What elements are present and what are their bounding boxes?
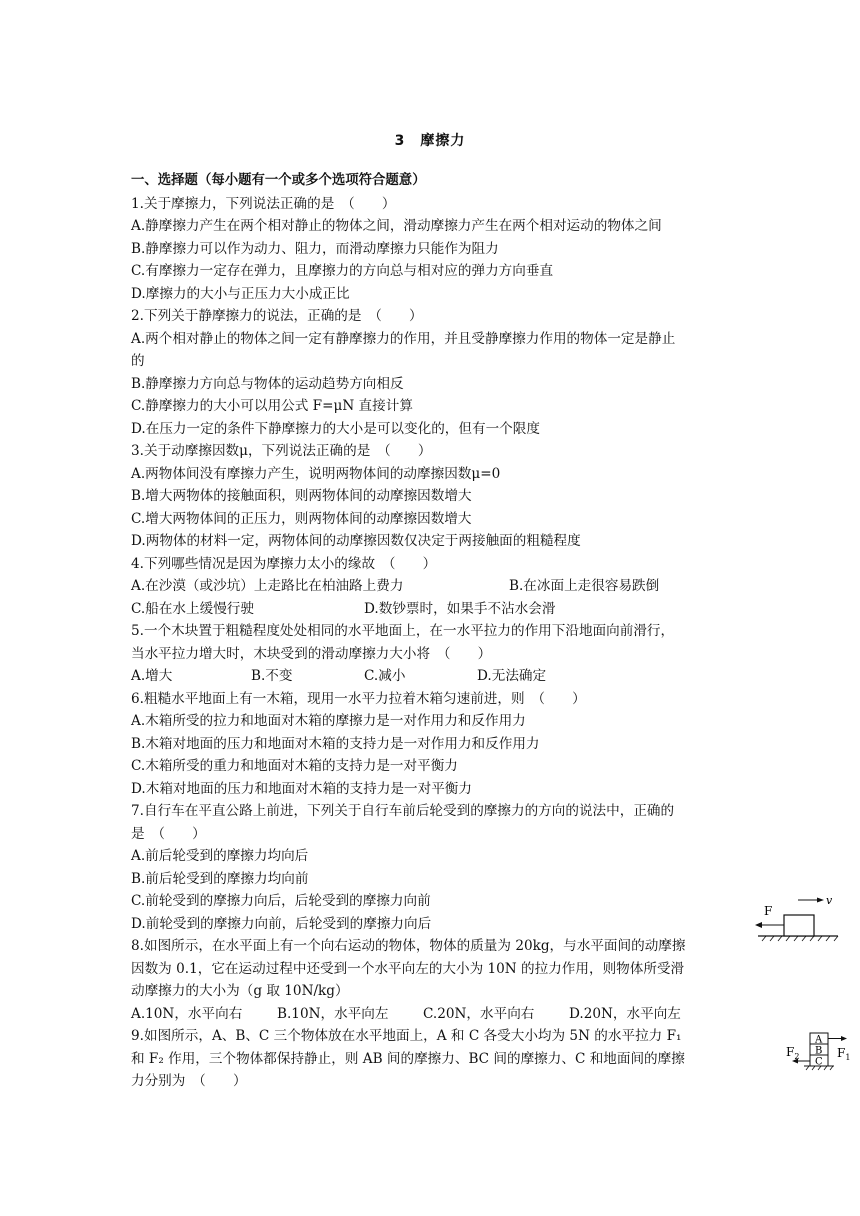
velocity-arrowhead xyxy=(817,898,824,903)
block xyxy=(784,915,814,936)
text-line: 8.如图所示，在水平面上有一个向右运动的物体，物体的质量为 20kg，与水平面间的动摩擦 xyxy=(131,938,686,954)
text-line: B.静摩擦力方向总与物体的运动趋势方向相反 xyxy=(131,375,404,392)
question-list xyxy=(131,170,741,1093)
q8-options-row xyxy=(131,1003,741,1026)
q4-option-a: A.在沙漠（或沙坑）上走路比在柏油路上费力 xyxy=(131,578,404,594)
text-line: A.前后轮受到的摩擦力均向后 xyxy=(131,848,309,864)
page-title: 3 摩擦力 xyxy=(394,133,466,149)
text-line: 当水平拉力增大时，木块受到的滑动摩擦力大小将 （ ） xyxy=(131,645,492,662)
text-line: A.两物体间没有摩擦力产生，说明两物体间的动摩擦因数μ=0 xyxy=(131,465,501,482)
force-f2-subscript: 2 xyxy=(794,1052,800,1061)
ground-hatching xyxy=(762,936,838,941)
text-line: 和 F₂ 作用，三个物体都保持静止，则 AB 间的摩擦力、BC 间的摩擦力、C 和地面间的摩擦 xyxy=(131,1050,685,1067)
block-b-label: B xyxy=(815,1045,823,1057)
text-line: 因数为 0.1，它在运动过程中还受到一个水平向左的大小为 10N 的拉力作用，则物体所受滑 xyxy=(131,960,685,977)
text-line: 是 （ ） xyxy=(131,825,206,842)
text-line: 4.下列哪些情况是因为摩擦力太小的缘故 （ ） xyxy=(131,555,437,572)
block-c-label: C xyxy=(815,1056,823,1068)
text-line: D.前轮受到的摩擦力向前，后轮受到的摩擦力向后 xyxy=(131,915,432,932)
text-line: A.两个相对静止的物体之间一定有静摩擦力的作用，并且受静摩擦力作用的物体一定是静止 xyxy=(131,330,676,347)
force-f2-label xyxy=(786,1045,799,1061)
q5-option-a: A.增大 xyxy=(131,668,173,684)
force-f1-arrowhead xyxy=(841,1036,847,1041)
text-line: 6.粗糙水平地面上有一木箱，现用一水平力拉着木箱匀速前进，则 （ ） xyxy=(131,690,586,707)
text-line: B.增大两物体的接触面积，则两物体间的动摩擦因数增大 xyxy=(131,488,472,504)
q5-option-b: B.不变 xyxy=(251,668,293,684)
q8-option-d: D.20N，水平向左 xyxy=(569,1005,681,1022)
q8-option-b: B.10N，水平向左 xyxy=(277,1005,389,1022)
text-line: 9.如图所示，A、B、C 三个物体放在水平地面上，A 和 C 各受大小均为 5N 的水平拉力 F₁ xyxy=(131,1028,682,1044)
text-line: A.静摩擦力产生在两个相对静止的物体之间，滑动摩擦力产生在两个相对运动的物体之间 xyxy=(131,218,662,234)
q4-options-row-1 xyxy=(131,575,741,598)
text-line: D.木箱对地面的压力和地面对木箱的支持力是一对平衡力 xyxy=(131,780,472,797)
q4-option-b: B.在冰面上走很容易跌倒 xyxy=(509,578,660,594)
text-line: 2.下列关于静摩擦力的说法，正确的是 （ ） xyxy=(131,308,423,324)
text-line: D.在压力一定的条件下静摩擦力的大小是可以变化的，但有一个限度 xyxy=(131,420,540,437)
text-line: 3.关于动摩擦因数μ，下列说法正确的是 （ ） xyxy=(131,443,432,459)
text-line: C.前轮受到的摩擦力向后，后轮受到的摩擦力向前 xyxy=(131,893,431,909)
text-line: 动摩擦力的大小为（g 取 10N/kg） xyxy=(131,983,349,999)
force-f1-label xyxy=(837,1046,850,1062)
force-arrowhead xyxy=(755,922,762,928)
text-line: B.前后轮受到的摩擦力均向前 xyxy=(131,870,309,887)
text-line: 1.关于摩擦力，下列说法正确的是 （ ） xyxy=(131,195,396,212)
force-f2-letter: F xyxy=(786,1045,795,1059)
text-line: 5.一个木块置于粗糙程度处处相同的水平地面上，在一水平拉力的作用下沿地面向前滑行， xyxy=(131,623,675,639)
block-a-label: A xyxy=(815,1034,823,1046)
q4-option-d: D.数钞票时，如果手不沾水会滑 xyxy=(364,600,556,617)
text-line: A.木箱所受的拉力和地面对木箱的摩擦力是一对作用力和反作用力 xyxy=(131,713,526,729)
text-line: D.摩擦力的大小与正压力大小成正比 xyxy=(131,285,350,302)
stacked-blocks-diagram xyxy=(782,1030,854,1080)
section-heading: 一、选择题（每小题有一个或多个选项符合题意） xyxy=(131,173,426,188)
text-line: C.静摩擦力的大小可以用公式 F=μN 直接计算 xyxy=(131,398,413,414)
q4-option-c: C.船在水上缓慢行驶 xyxy=(131,600,254,617)
text-line: C.增大两物体间的正压力，则两物体间的动摩擦因数增大 xyxy=(131,510,472,527)
velocity-label: v xyxy=(826,894,833,907)
text-line: C.木箱所受的重力和地面对木箱的支持力是一对平衡力 xyxy=(131,758,458,774)
text-line: 的 xyxy=(131,353,145,369)
text-line: 7.自行车在平直公路上前进，下列关于自行车前后轮受到的摩擦力的方向的说法中，正确的 xyxy=(131,803,675,819)
force-f1-letter: F xyxy=(837,1046,846,1060)
text-line: B.静摩擦力可以作为动力、阻力，而滑动摩擦力只能作为阻力 xyxy=(131,240,499,257)
text-line: B.木箱对地面的压力和地面对木箱的支持力是一对作用力和反作用力 xyxy=(131,735,540,752)
q5-option-c: C.减小 xyxy=(364,668,406,684)
q5-options-row xyxy=(131,665,741,688)
q8-option-a: A.10N，水平向右 xyxy=(131,1005,243,1022)
text-line: 力分别为 （ ） xyxy=(131,1073,247,1089)
block-force-diagram xyxy=(752,892,848,942)
q4-options-row-2 xyxy=(131,598,741,621)
q8-option-c: C.20N，水平向右 xyxy=(423,1005,535,1022)
text-line: C.有摩擦力一定存在弹力，且摩擦力的方向总与相对应的弹力方向垂直 xyxy=(131,263,554,279)
q5-option-d: D.无法确定 xyxy=(477,668,547,684)
force-f1-subscript: 1 xyxy=(845,1053,851,1062)
text-line: D.两物体的材料一定，两物体间的动摩擦因数仅决定于两接触面的粗糙程度 xyxy=(131,533,581,549)
force-label: F xyxy=(764,904,773,918)
